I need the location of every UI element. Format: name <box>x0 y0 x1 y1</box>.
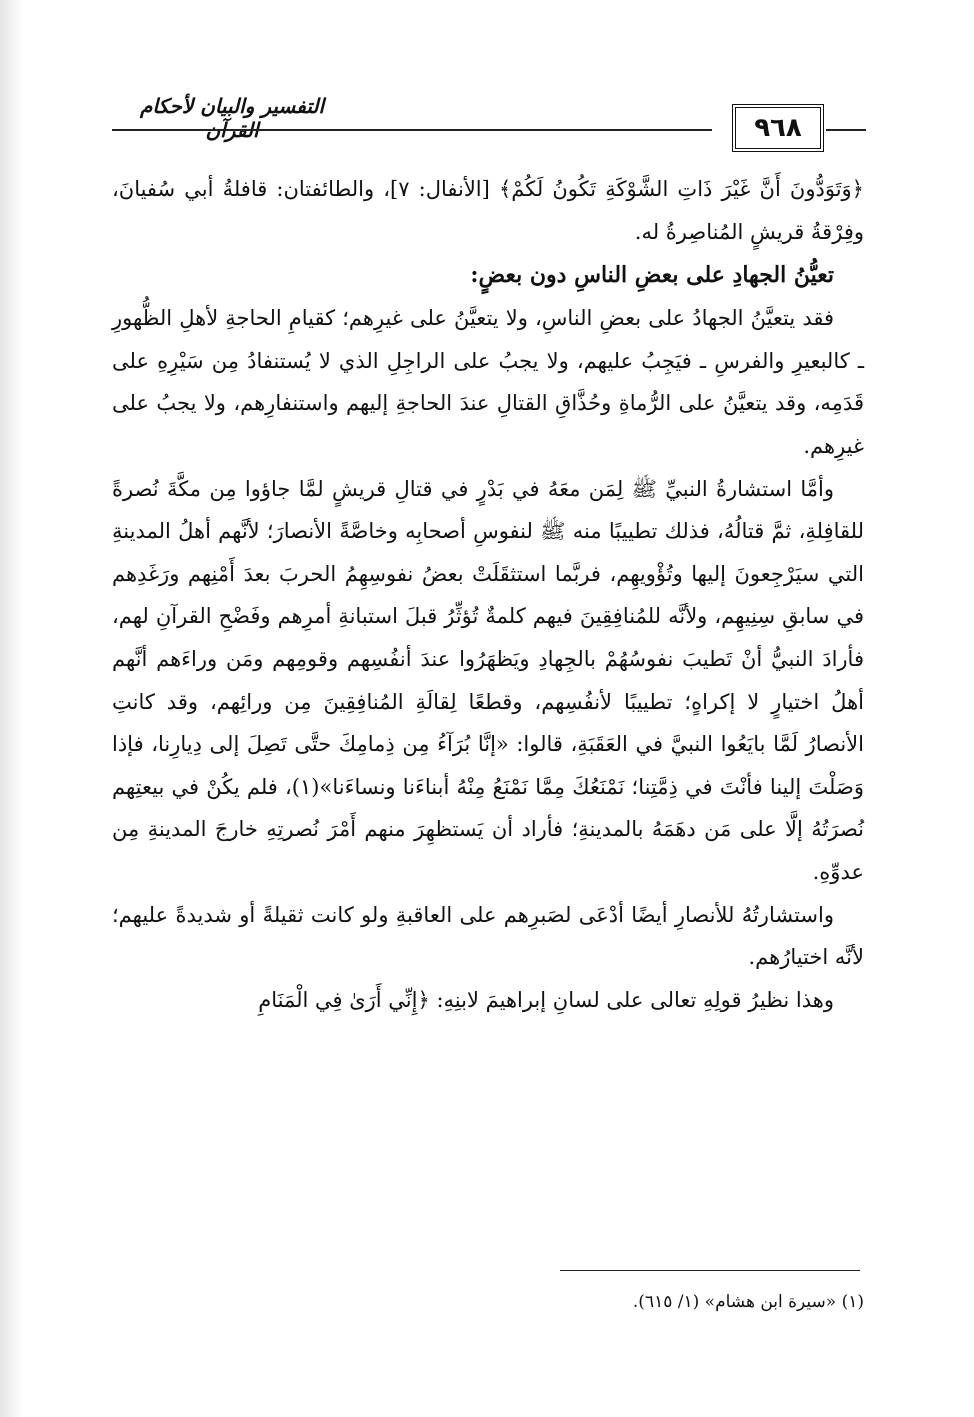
paragraph-ibrahim: وهذا نظيرُ قولِهِ تعالى على لسانِ إبراهيمَ لابنِهِ: ﴿إِنِّي أَرَىٰ فِي الْمَنَامِ <box>258 987 834 1012</box>
running-title: التفسير والبيان لأحكام القرآن <box>139 94 325 142</box>
paragraph-jihad-duty: فقد يتعيَّنُ الجهادُ على بعضِ الناسِ، ولا يتعيَّنُ على غيرِهم؛ كقيامِ الحاجةِ لأهلِ الظُّهورِ ـ كالبعيرِ والفرسِ ـ فيَجِبُ عليهم، ولا يجبُ على الراجِلِ الذي لا يُستنفادُ مِن سَيْرِهِ على قَدَمِه، وقد يتعيَّنُ على الرُّماةِ وحُذَّاقِ القتالِ عندَ الحاجةِ إليهم واستنفارِهم، ولا يجبُ على غيرِهم. <box>112 306 864 458</box>
scan-edge-shadow <box>0 0 22 1417</box>
section-heading: تعيُّنُ الجهادِ على بعضِ الناسِ دون بعضٍ: <box>470 262 834 289</box>
paragraph-consultation: وأمَّا استشارةُ النبيِّ ﷺ لِمَن معَهُ في بَدْرٍ في قتالِ قريشٍ لمَّا جاؤوا مِن مكَّةَ نُصرةً للقافِلةِ، ثمَّ قتالُهُ، فذلك تطييبًا منه ﷺ لنفوسِ أصحابِه وخاصَّةً الأنصارَ؛ لأنَّهم أهلُ المدينةِ التي سيَرْجِعونَ إليها وتُؤْويهِم، فربَّما استثقَلَتْ بعضُ نفوسِهِمُ الحربَ بعدَ أَمْنِهم ورَغَدِهم في سابقِ سِنِيهِم، ولأنَّه للمُنافِقِينَ فيهم كلمةٌ تُؤثِّرُ قبلَ استبانةِ أمرِهم وفَضْحِ القرآنِ لهم، فأرادَ النبيُّ أنْ تَطيبَ نفوسُهُمْ بالجِهادِ ويَظهَرُوا عندَ أنفُسِهم وقومِهم ومَن وراءَهم أنَّهم أهلُ اختيارٍ لا إكراهٍ؛ تطييبًا لأنفُسِهم، وقطعًا لِقالَةِ المُنافِقِينَ مِن ورائِهم، وقد كانتِ الأنصارُ لَمَّا بايَعُوا النبيَّ في العَقَبَةِ، قالوا: «إنَّا بُرَآءُ مِن ذِمامِكَ حتَّى تَصِلَ إلى دِيارِنا، فإذا وَصَلْتَ إلينا فأنْتَ في ذِمَّتِنا؛ نَمْنَعُكَ مِمَّا نَمْنَعُ مِنْهُ أبناءَنا ونساءَنا»(١)، فلم يكُنْ في بيعتِهم نُصرَتُهُ إلَّا على مَن دهَمَهُ بالمدينةِ؛ فأراد أن يَستظهِرَ منهم أَمْرَ نُصرتِهِ خارجَ المدينةِ مِن عدوِّهِ. <box>112 476 864 884</box>
footnote-divider <box>560 1270 860 1271</box>
header-rule-left <box>112 129 712 131</box>
paragraph-quran-verse: ﴿وَتَوَدُّونَ أَنَّ غَيْرَ ذَاتِ الشَّوْكَةِ تَكُونُ لَكُمْ﴾ [الأنفال: ٧]، والطائفتان: قافلةُ أبي سُفيانَ، وفِرْقةُ قريشٍ المُناصِرةُ له. <box>112 177 864 244</box>
header-rule-right <box>826 129 866 131</box>
page-number: ٩٦٨ <box>732 104 824 152</box>
page-header <box>112 90 864 160</box>
main-text <box>112 168 864 1021</box>
paragraph-ansar: واستشارتُهُ للأنصارِ أيضًا أدْعَى لصَبرِهم على العاقبةِ ولو كانت ثقيلةً أو شديدةً عليهم؛ لأنَّه اختيارُهم. <box>112 902 864 970</box>
footnote: (١) «سيرة ابن هشام» (١/ ٦١٥). <box>632 1292 864 1312</box>
